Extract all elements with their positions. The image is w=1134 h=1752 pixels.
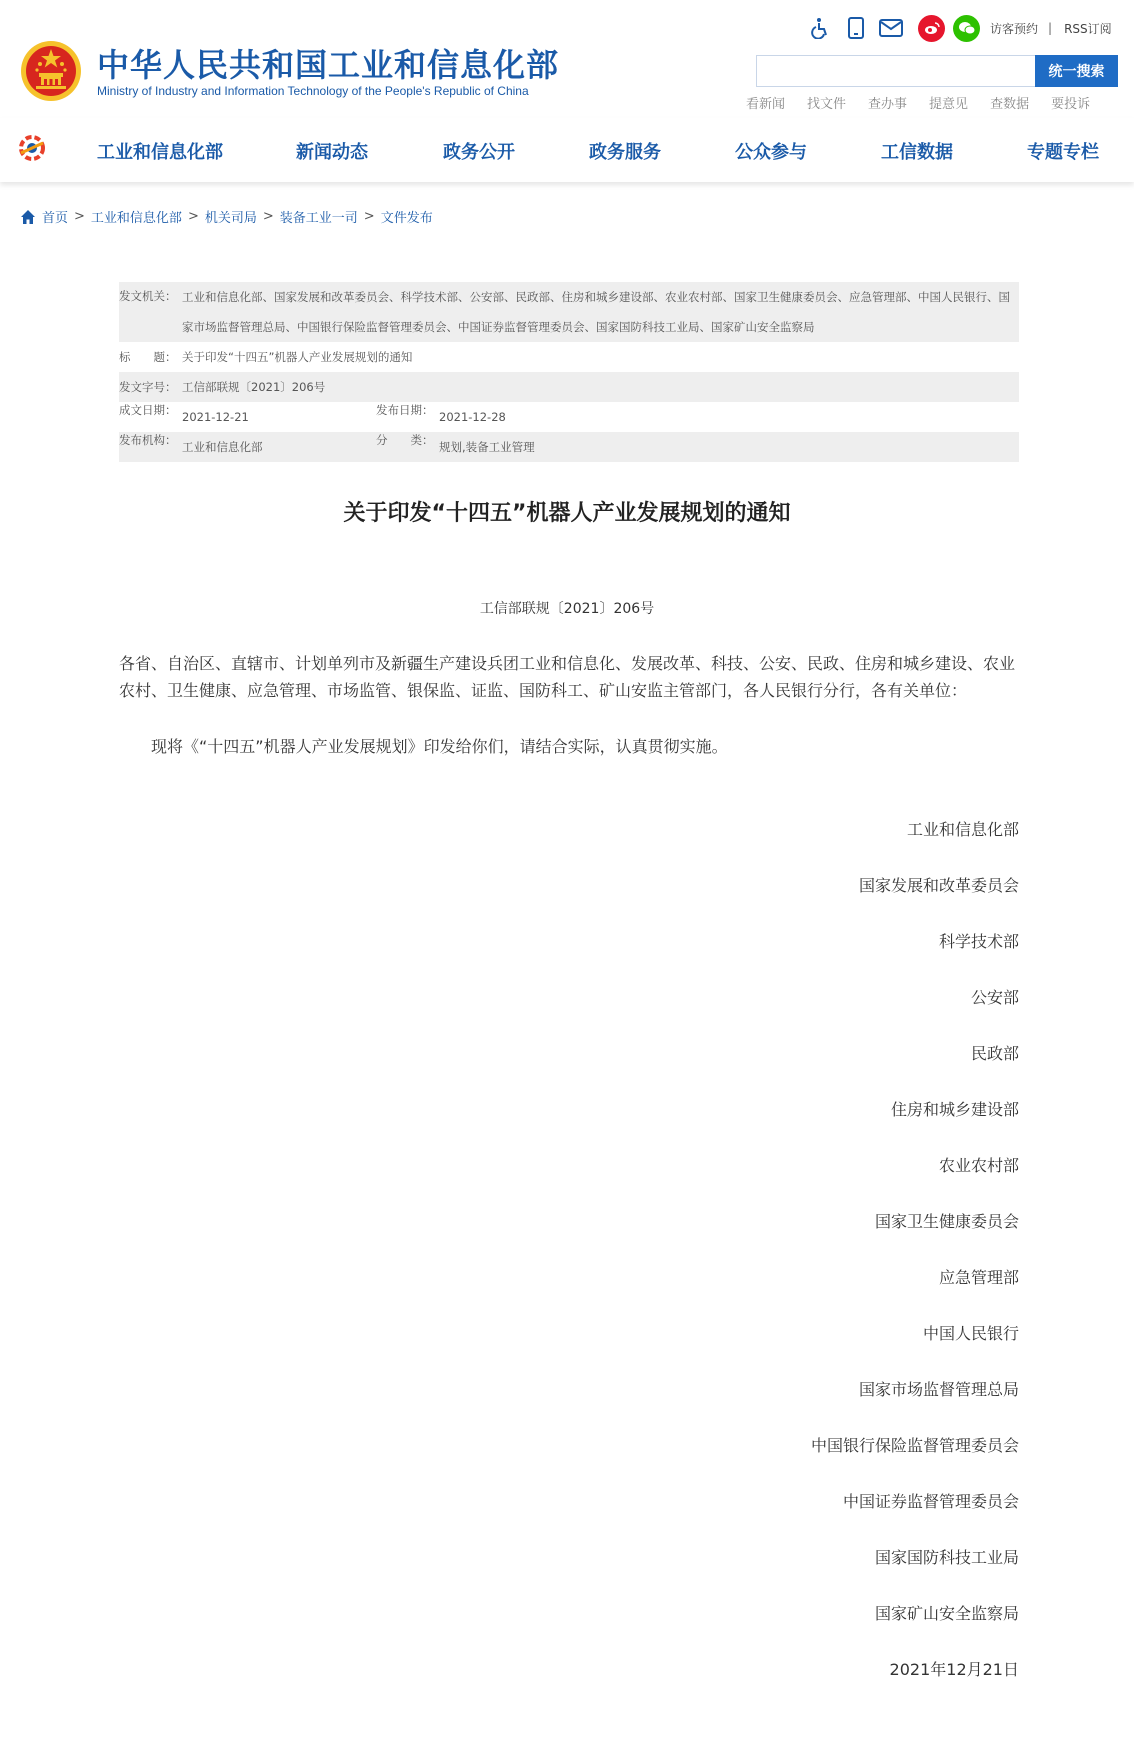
weibo-icon[interactable] <box>918 15 945 42</box>
signer: 民政部 <box>970 1044 1019 1063</box>
meta-title-value: 关于印发“十四五”机器人产业发展规划的通知 <box>182 350 413 364</box>
rss-link[interactable]: RSS订阅 <box>1064 21 1112 36</box>
signer: 国家发展和改革委员会 <box>858 876 1019 895</box>
home-icon[interactable] <box>20 209 36 225</box>
nav-item-gov-affairs[interactable]: 政务公开 <box>443 142 515 163</box>
search-input[interactable] <box>757 56 1035 86</box>
nav-item-news[interactable]: 新闻动态 <box>296 142 368 163</box>
quick-links <box>746 93 1112 112</box>
breadcrumb-home[interactable]: 首页 <box>42 211 69 226</box>
quick-link-complaint[interactable]: 要投诉 <box>1051 97 1091 112</box>
meta-doc-number-value: 工信部联规〔2021〕206号 <box>182 380 326 394</box>
miit-logo-icon[interactable] <box>17 133 47 163</box>
signer: 公安部 <box>970 988 1019 1007</box>
document-meta-table <box>119 282 1019 462</box>
site-title[interactable]: 中华人民共和国工业和信息化部 <box>97 46 560 84</box>
signers-list <box>811 820 1019 1716</box>
meta-created-label: 成文日期： <box>119 403 177 417</box>
mobile-icon[interactable] <box>843 15 869 41</box>
meta-published-value: 2021-12-28 <box>439 410 506 424</box>
main-nav <box>0 118 1134 182</box>
nav-item-public[interactable]: 公众参与 <box>735 142 807 163</box>
meta-row-title <box>119 342 1019 372</box>
signer: 住房和城乡建设部 <box>890 1100 1019 1119</box>
signer: 国家矿山安全监察局 <box>874 1604 1019 1623</box>
quick-link-data[interactable]: 查数据 <box>990 97 1030 112</box>
signer: 工业和信息化部 <box>906 820 1019 839</box>
meta-org-value: 工业和信息化部 <box>182 440 263 454</box>
breadcrumb-departments[interactable]: 机关司局 <box>204 211 257 226</box>
breadcrumb-file-release[interactable]: 文件发布 <box>380 211 433 226</box>
meta-row-issuer <box>119 282 1019 342</box>
signer: 中国银行保险监督管理委员会 <box>810 1436 1019 1455</box>
meta-issuer-label: 发文机关： <box>119 289 177 303</box>
header-toolbar <box>808 14 1112 42</box>
meta-doc-number-label: 发文字号： <box>119 380 177 394</box>
document-date: 2021年12月21日 <box>889 1660 1019 1679</box>
meta-created-value: 2021-12-21 <box>182 410 249 424</box>
breadcrumb-separator: > <box>363 209 375 224</box>
breadcrumb-equipment-dept[interactable]: 装备工业一司 <box>279 211 358 226</box>
quick-link-feedback[interactable]: 提意见 <box>929 97 969 112</box>
signer: 国家国防科技工业局 <box>874 1548 1019 1567</box>
nav-item-miit[interactable]: 工业和信息化部 <box>97 142 223 163</box>
signer: 科学技术部 <box>938 932 1019 951</box>
site-subtitle: Ministry of Industry and Information Technology of the People's Republic of China <box>97 84 529 98</box>
meta-issuer-value: 工业和信息化部、国家发展和改革委员会、科学技术部、公安部、民政部、住房和城乡建设部、农业农村部、国家卫生健康委员会、应急管理部、中国人民银行、国家市场监督管理总局、中国银行保险监督管理委员会、中国证券监督管理委员会、国家国防科技工业局、国家矿山安全监察局 <box>182 290 1010 334</box>
meta-org-label: 发布机构： <box>119 433 177 447</box>
document-number: 工信部联规〔2021〕206号 <box>479 601 655 617</box>
national-emblem-icon[interactable] <box>20 40 82 102</box>
visitor-appointment-link[interactable]: 访客预约 <box>990 21 1039 36</box>
breadcrumb-miit[interactable]: 工业和信息化部 <box>90 211 182 226</box>
quick-link-news[interactable]: 看新闻 <box>746 97 786 112</box>
meta-row-org <box>119 432 1019 462</box>
meta-row-doc-number <box>119 372 1019 402</box>
nav-item-topics[interactable]: 专题专栏 <box>1027 142 1099 163</box>
signer: 国家卫生健康委员会 <box>874 1212 1019 1231</box>
mail-icon[interactable] <box>878 15 904 41</box>
document-body: 现将《“十四五”机器人产业发展规划》印发给你们，请结合实际，认真贯彻实施。 <box>151 737 728 756</box>
breadcrumb-separator: > <box>187 209 199 224</box>
meta-created <box>119 402 376 432</box>
wechat-icon[interactable] <box>953 15 980 42</box>
quick-link-services[interactable]: 查办事 <box>868 97 908 112</box>
meta-category-label: 分 类： <box>376 433 434 447</box>
toolbar-separator: | <box>1048 21 1053 35</box>
site-header <box>0 0 1134 118</box>
signer: 中国证券监督管理委员会 <box>842 1492 1019 1511</box>
signer: 国家市场监督管理总局 <box>858 1380 1019 1399</box>
signer: 农业农村部 <box>938 1156 1019 1175</box>
meta-title-label: 标 题： <box>119 350 177 364</box>
meta-org <box>119 432 376 462</box>
signer: 中国人民银行 <box>922 1324 1019 1343</box>
nav-item-gov-services[interactable]: 政务服务 <box>589 142 661 163</box>
meta-row-dates <box>119 402 1019 432</box>
meta-published-label: 发布日期： <box>376 403 434 417</box>
document-title: 关于印发“十四五”机器人产业发展规划的通知 <box>343 501 791 526</box>
meta-published <box>376 402 506 432</box>
document-recipients: 各省、自治区、直辖市、计划单列市及新疆生产建设兵团工业和信息化、发展改革、科技、公安、民政、住房和城乡建设、农业农村、卫生健康、应急管理、市场监管、银保监、证监、国防科工、矿山安监主管部门，各人民银行分行，各有关单位： <box>119 654 1016 700</box>
breadcrumb <box>20 207 433 226</box>
search-button[interactable]: 统一搜索 <box>1035 55 1118 87</box>
signer: 应急管理部 <box>938 1268 1019 1287</box>
accessibility-icon[interactable] <box>808 15 834 41</box>
breadcrumb-separator: > <box>74 209 85 224</box>
search-box <box>756 55 1036 87</box>
meta-category <box>376 432 535 462</box>
breadcrumb-separator: > <box>262 209 274 224</box>
meta-category-value: 规划,装备工业管理 <box>439 440 535 454</box>
nav-item-data[interactable]: 工信数据 <box>881 142 953 163</box>
quick-link-files[interactable]: 找文件 <box>807 97 847 112</box>
